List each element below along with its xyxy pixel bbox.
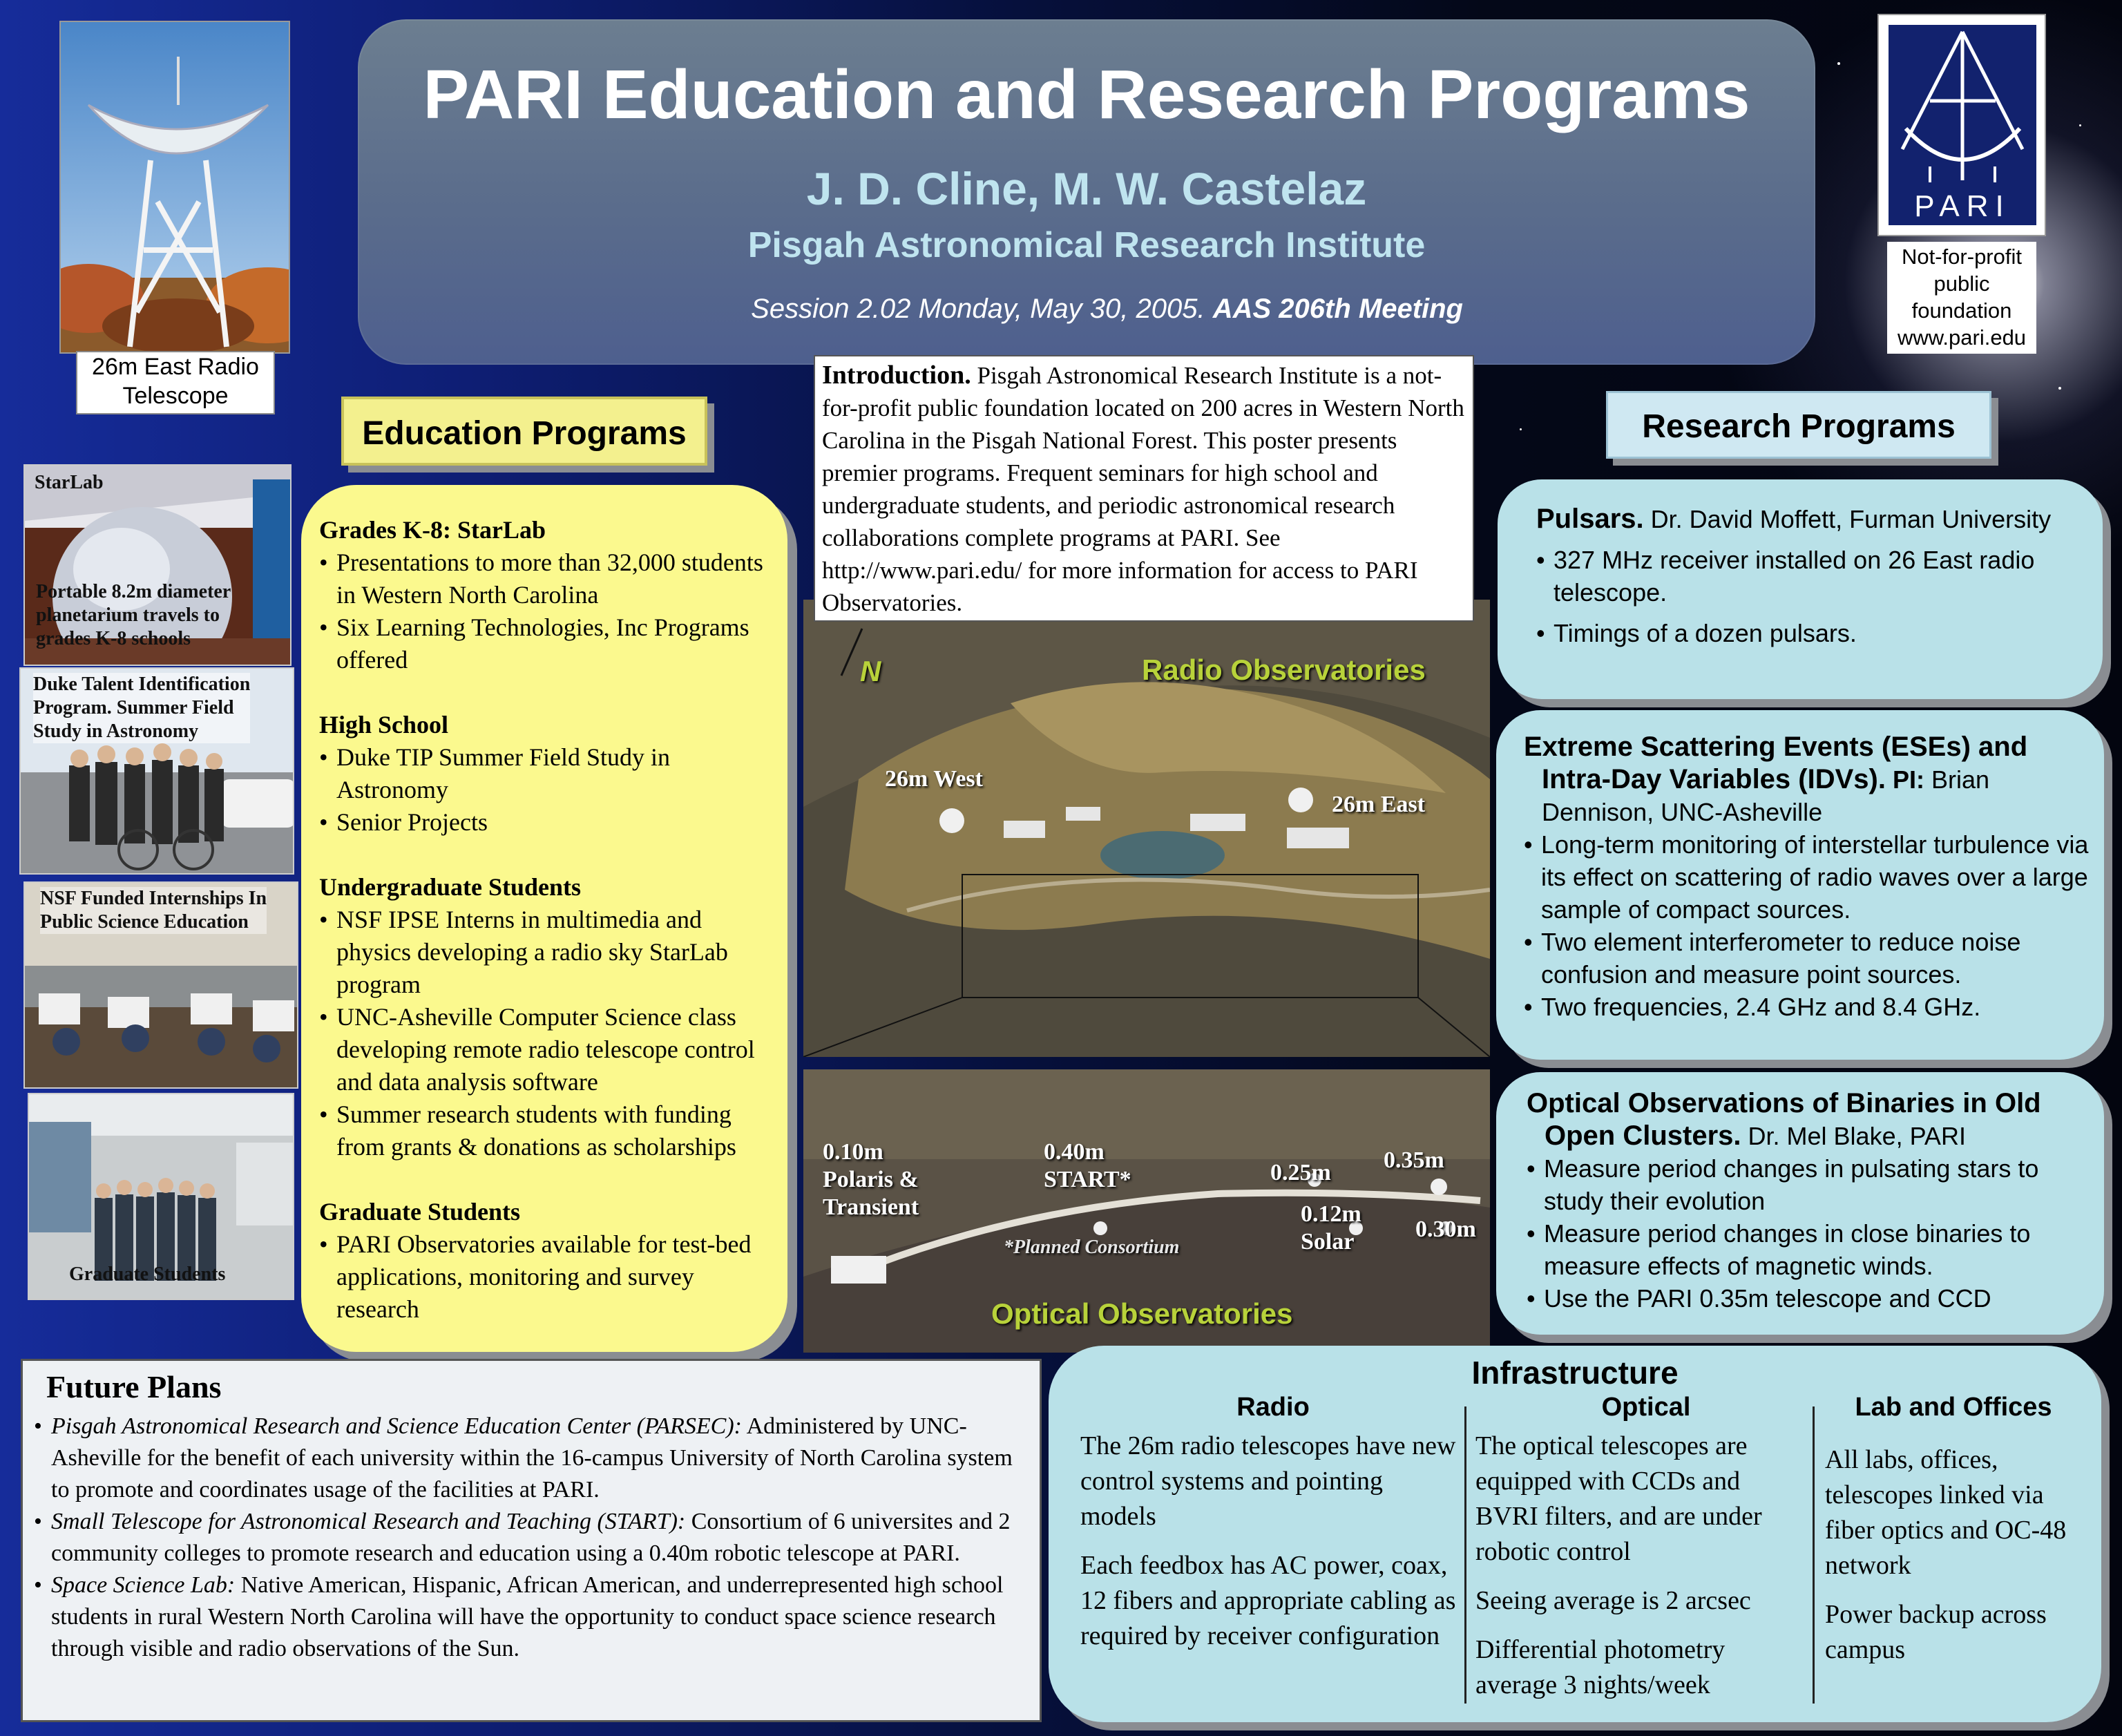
ese-pi: Brian Dennison, UNC-Asheville [1542, 765, 1990, 826]
list-item: • Presentations to more than 32,000 students in Western North Carolina [319, 546, 772, 611]
lab-column: All labs, offices, telescopes linked via fiber optics and OC-48 network Power backup across campus [1825, 1445, 2067, 1664]
telescope-photo [59, 21, 290, 354]
optical-aerial-photo [803, 1069, 1490, 1353]
nsf-caption: NSF Funded Internships In Public Science Education [40, 888, 267, 933]
list-item: • Two element interferometer to reduce noise confusion and measure point sources. [1524, 926, 2090, 991]
education-panel [301, 485, 787, 1352]
telescope-caption: 26m East Radio Telescope [76, 351, 275, 414]
list-item: • Measure period changes in close binaries to measure effects of magnetic winds. [1527, 1217, 2090, 1282]
starlab-caption: Portable 8.2m diameter planetarium travels to grades K-8 schools [36, 581, 231, 649]
telescope-035-label: 0.35m [1384, 1147, 1444, 1173]
graduate-heading: Graduate Students [319, 1198, 521, 1225]
ese-title: Extreme Scattering Events (ESEs) and Intra-Day Variables (IDVs). [1524, 732, 2028, 794]
intro-lead: Introduction. [822, 361, 971, 390]
meeting-name: AAS 206th Meeting [1212, 294, 1463, 324]
list-item: • Summer research students with funding from grants & donations as scholarships [319, 1098, 772, 1163]
list-item: • UNC-Asheville Computer Science class developing remote radio telescope control and data analysis software [319, 1001, 772, 1098]
east-telescope-label: 26m East [1332, 792, 1426, 817]
intro-text: Pisgah Astronomical Research Institute is a not-for-profit public foundation located on 200 acres in Western North Carolina in the Pisgah National Forest. This poster presents premier programs. Frequent seminars for high school and undergraduate students, and periodic astronomical research collaborations complete programs at PARI. See http://www.pari.edu/ for more information for access to PARI Observatories. [822, 362, 1464, 616]
binaries-pi: Dr. Mel Blake, PARI [1741, 1122, 1966, 1150]
column-divider [1464, 1406, 1466, 1704]
introduction-box [814, 355, 1474, 622]
education-heading: Education Programs [341, 397, 707, 466]
list-item: • PARI Observatories available for test-bed applications, monitoring and survey research [319, 1228, 772, 1326]
list-item: • Long-term monitoring of interstellar turbulence via its effect on scattering of radio waves over a large sample of compact sources. [1524, 828, 2090, 926]
high-school-heading: High School [319, 711, 449, 738]
logo-wordmark: PARI [1914, 189, 2011, 223]
pari-logo [1877, 14, 2046, 236]
list-item: • Senior Projects [319, 806, 772, 839]
lab-column-heading: Lab and Offices [1855, 1393, 2052, 1422]
duke-caption: Duke Talent Identification Program. Summer Field Study in Astronomy [33, 674, 251, 742]
telescope-030-label: 0.30m [1415, 1217, 1476, 1242]
list-item: • Small Telescope for Astronomical Research and Teaching (START): Consortium of 6 universites and 2 community colleges to promote research and education using a 0.40m robotic telescope at PARI. [34, 1506, 1024, 1570]
column-divider [1813, 1406, 1815, 1704]
radio-aerial-photo [803, 600, 1490, 1057]
west-telescope-label: 26m West [885, 766, 983, 792]
infrastructure-panel [1049, 1346, 2101, 1722]
pulsars-pi: Dr. David Moffett, Furman University [1643, 505, 2052, 533]
poster-institute: Pisgah Astronomical Research Institute [747, 225, 1426, 265]
start-telescope-label: 0.40m START* [1044, 1139, 1131, 1192]
undergrad-heading: Undergraduate Students [319, 873, 582, 901]
poster-title: PARI Education and Research Programs [423, 56, 1750, 133]
pulsars-title: Pulsars. [1536, 504, 1644, 534]
k8-heading: Grades K-8: StarLab [319, 516, 546, 544]
ese-panel: Extreme Scattering Events (ESEs) and Intra-Day Variables (IDVs). PI: Brian Dennison, UNC-Asheville • Long-term monitoring of interstellar turbulence via its effect on scattering of radio waves over a large sample of compact sources. • Two element interferometer to reduce noise confusion and measure point sources. • Two frequencies, 2.4 GHz and 8.4 GHz. [1496, 710, 2104, 1060]
list-item: • Six Learning Technologies, Inc Programs offered [319, 611, 772, 676]
optical-column-heading: Optical [1601, 1393, 1691, 1422]
small-telescope-label: 0.10m Polaris & Transient [823, 1139, 919, 1220]
list-item: • Space Science Lab: Native American, Hispanic, African American, and underrepresented high school students in rural Western North Carolina will have the opportunity to conduct space science research through visible and radio observations of the Sun. [34, 1570, 1024, 1665]
graduate-caption: Graduate Students [69, 1263, 226, 1285]
radio-observatories-label: Radio Observatories [1142, 654, 1426, 686]
list-item: • Two frequencies, 2.4 GHz and 8.4 GHz. [1524, 991, 2090, 1023]
future-plans-heading: Future Plans [46, 1369, 222, 1404]
starlab-label: StarLab [35, 472, 104, 493]
list-item: • Pisgah Astronomical Research and Science Education Center (PARSEC): Administered by UNC-Asheville for the benefit of each university within the 16-campus University of North Carolina system to promote and coordinates usage of the facilities at PARI. [34, 1411, 1024, 1506]
radio-column: The 26m radio telescopes have new control systems and pointing models Each feedbox has AC power, coax, 12 fibers and appropriate cabling as required by receiver configuration [1080, 1431, 1456, 1650]
solar-telescope-label: 0.12m Solar [1301, 1201, 1361, 1255]
list-item: • NSF IPSE Interns in multimedia and physics developing a radio sky StarLab program [319, 904, 772, 1001]
list-item: • 327 MHz receiver installed on 26 East radio telescope. [1536, 544, 2082, 609]
pulsars-panel [1498, 479, 2103, 699]
binaries-title: Optical Observations of Binaries in Old Open Clusters. [1527, 1088, 2041, 1151]
list-item: • Duke TIP Summer Field Study in Astronomy [319, 741, 772, 806]
optical-column: The optical telescopes are equipped with CCDs and BVRI filters, and are under robotic control Seeing average is 2 arcsec Differential photometry average 3 nights/week [1475, 1431, 1762, 1699]
research-heading: Research Programs [1606, 391, 1991, 459]
radio-column-heading: Radio [1236, 1393, 1310, 1422]
session-info: Session 2.02 Monday, May 30, 2005. AAS 206th Meeting [751, 294, 1463, 324]
future-plans-box [21, 1359, 1042, 1722]
planned-consortium-note: *Planned Consortium [1004, 1237, 1180, 1258]
list-item: • Timings of a dozen pulsars. [1536, 617, 2082, 649]
binaries-panel [1496, 1072, 2104, 1335]
infrastructure-heading: Infrastructure [1471, 1355, 1679, 1391]
list-item: • Use the PARI 0.35m telescope and CCD [1527, 1282, 2090, 1315]
north-label: N [860, 655, 881, 687]
optical-observatories-label: Optical Observatories [991, 1297, 1293, 1330]
list-item: • Measure period changes in pulsating stars to study their evolution [1527, 1152, 2090, 1217]
poster-authors: J. D. Cline, M. W. Castelaz [806, 163, 1367, 214]
foundation-caption: Not-for-profit public foundation www.pari.edu [1887, 242, 2036, 354]
telescope-025-label: 0.25m [1270, 1160, 1331, 1185]
